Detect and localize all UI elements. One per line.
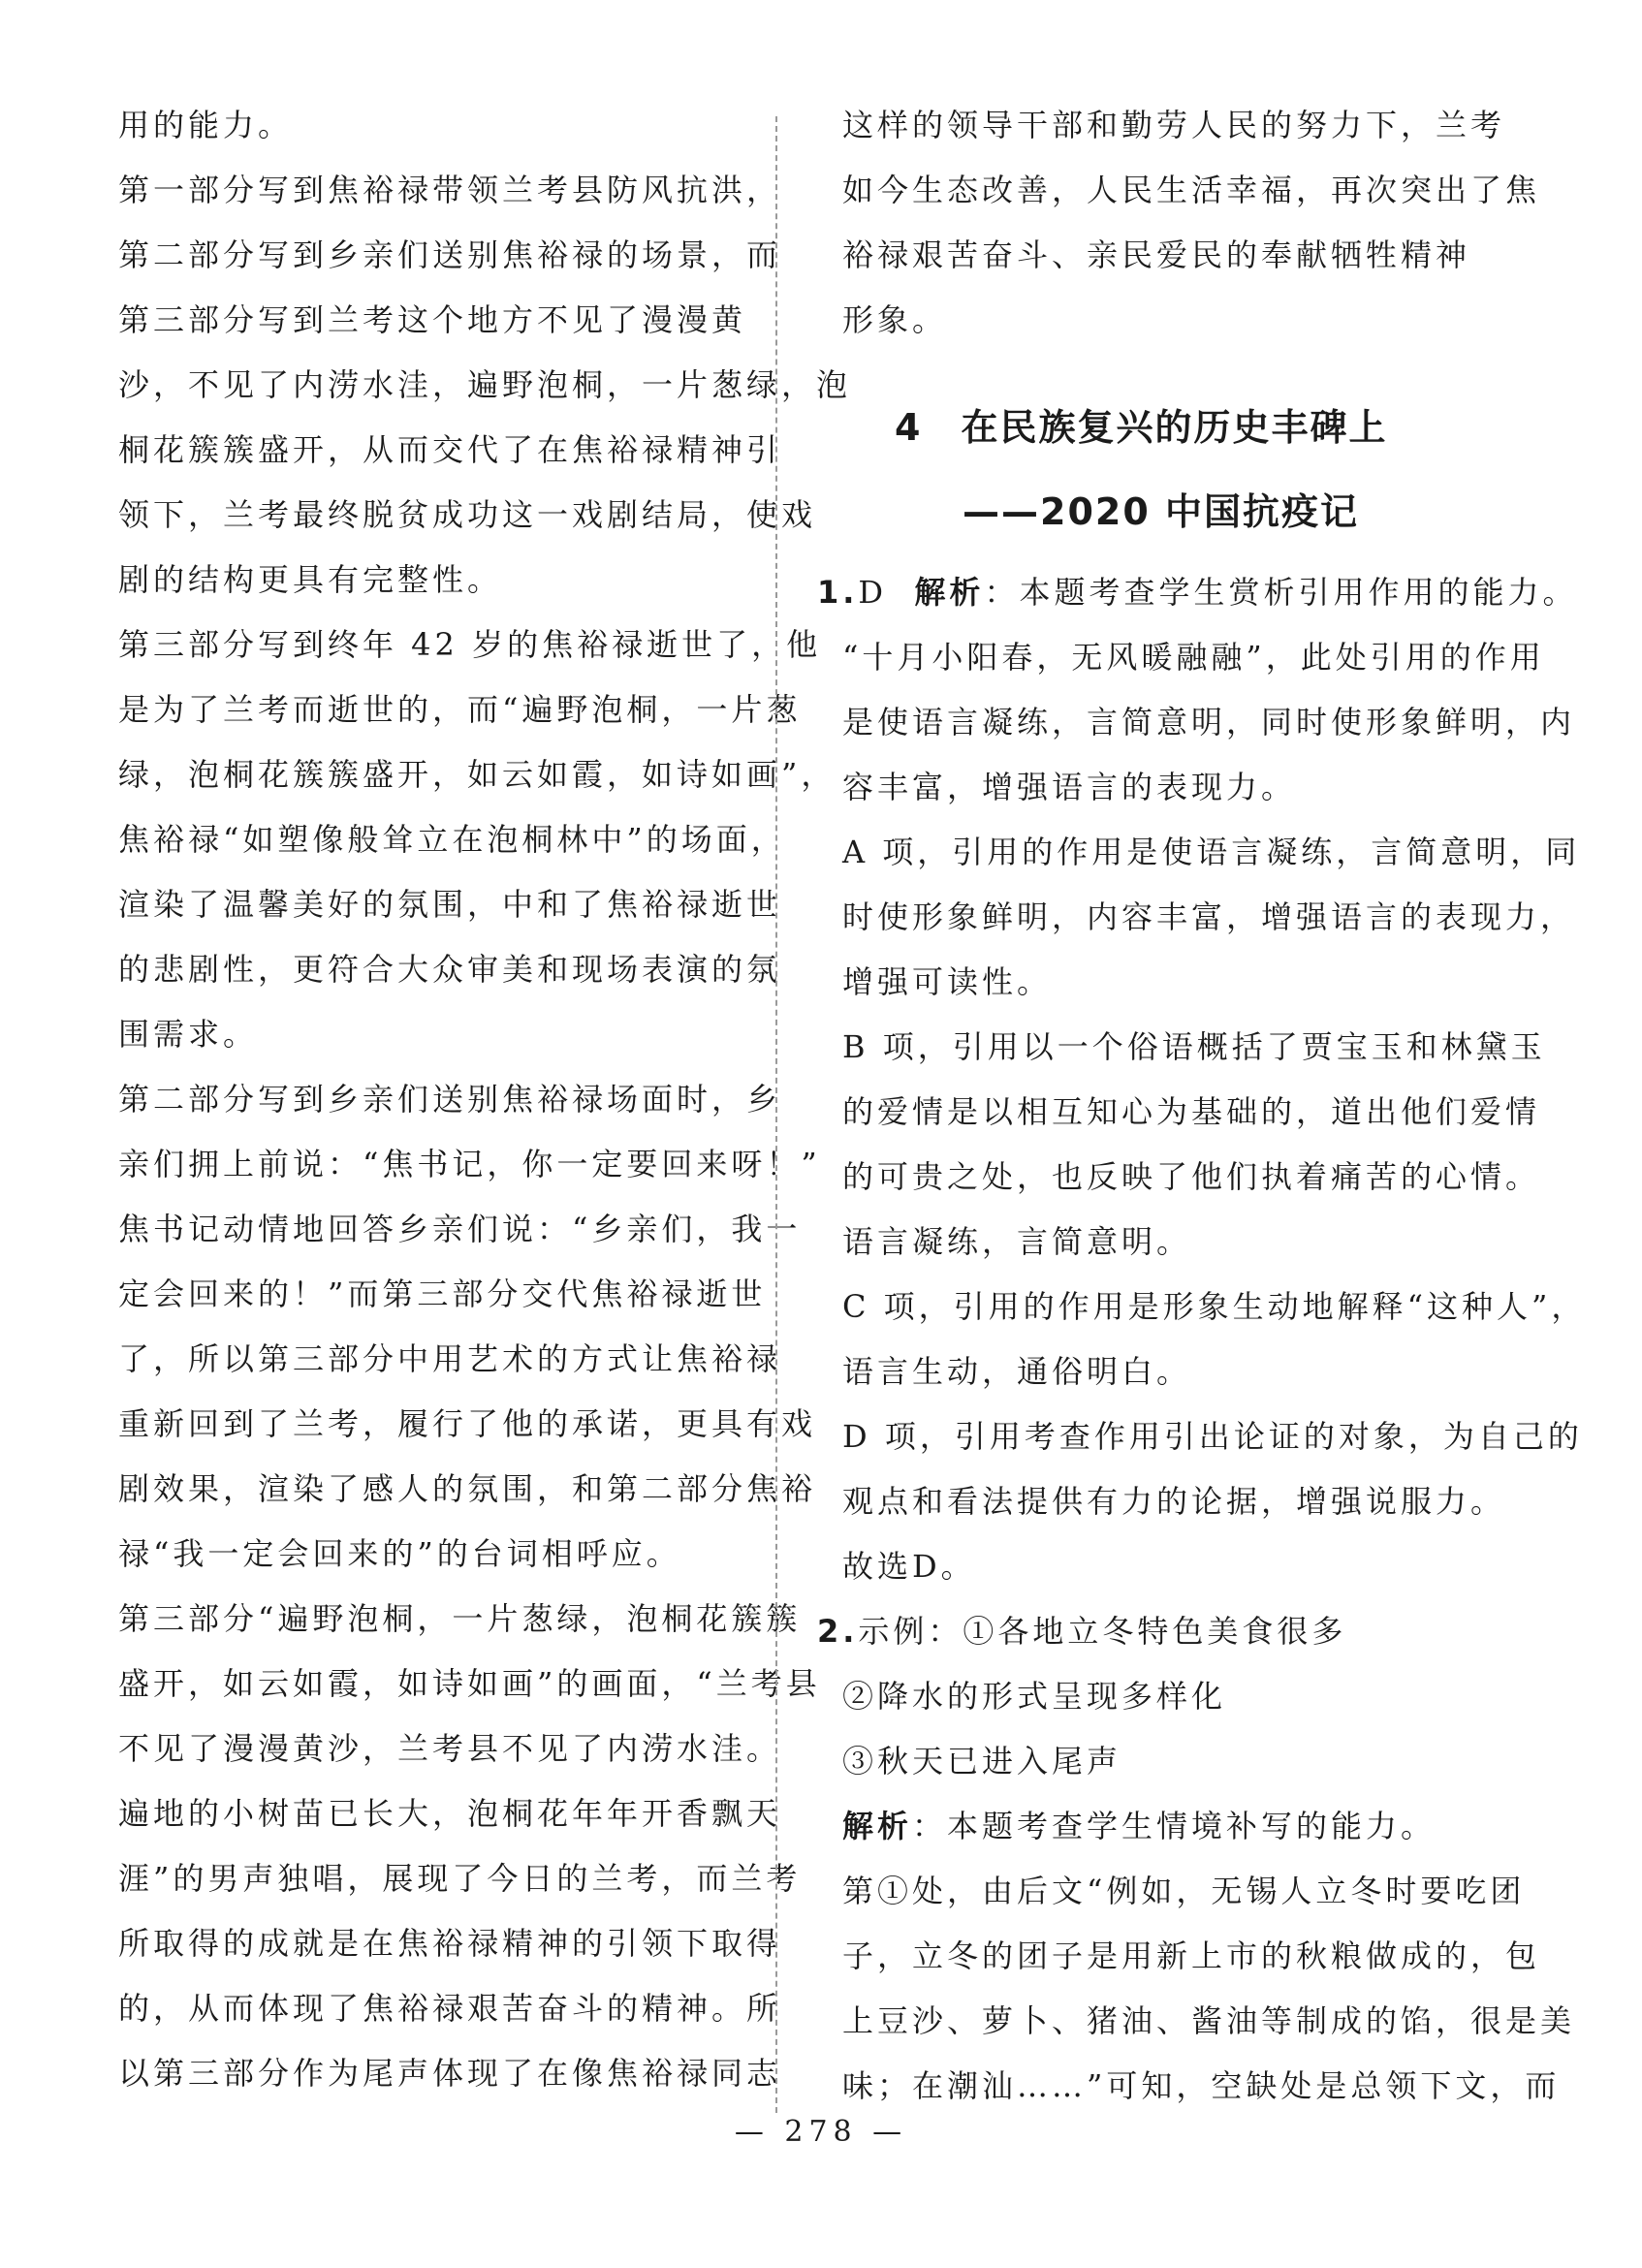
text-line: “十月小阳春，无风暖融融”，此处引用的作用	[842, 639, 1545, 676]
text-line: 遍地的小树苗已长大，泡桐花年年开香飘天	[118, 1795, 782, 1832]
text-line: C 项，引用的作用是形象生动地解释“这种人”，	[842, 1288, 1587, 1325]
text-line: 容丰富，增强语言的表现力。	[842, 769, 1297, 805]
text-line: 第一部分写到焦裕禄带领兰考县防风抗洪，	[118, 172, 782, 208]
text-line: 的爱情是以相互知心为基础的，道出他们爱情	[842, 1093, 1541, 1130]
text-line: 渲染了温馨美好的氛围，中和了焦裕禄逝世	[118, 886, 782, 923]
text-line: 亲们拥上前说：“焦书记，你一定要回来呀！”	[118, 1146, 821, 1182]
text-line: 观点和看法提供有力的论据，增强说服力。	[842, 1483, 1506, 1520]
question-2-header	[817, 1599, 1472, 1664]
text-line: 故选D。	[842, 1548, 976, 1585]
text-line: 如今生态改善，人民生活幸福，再次突出了焦	[842, 172, 1541, 208]
text-line: 禄“我一定会回来的”的台词相呼应。	[118, 1535, 681, 1572]
text-line: ③秋天已进入尾声	[842, 1743, 1122, 1780]
text-line: 围需求。	[118, 1016, 259, 1053]
text-line: 焦裕禄“如塑像般耸立在泡桐林中”的场面，	[118, 821, 786, 858]
text-line: 领下，兰考最终脱贫成功这一戏剧结局，使戏	[118, 496, 817, 533]
left-column	[118, 93, 852, 2106]
analysis-line	[817, 1794, 1472, 1859]
text-line: 定会回来的！”而第三部分交代焦裕禄逝世	[118, 1276, 767, 1312]
text-line: 增强可读性。	[842, 963, 1053, 1000]
text-line: 第三部分写到兰考这个地方不见了漫漫黄	[118, 301, 747, 338]
text-line: 以第三部分作为尾声体现了在像焦裕禄同志	[118, 2055, 782, 2092]
text-line: 盛开，如云如霞，如诗如画”的画面，“兰考县	[118, 1665, 821, 1702]
text-line: 的，从而体现了焦裕禄艰苦奋斗的精神。所	[118, 1990, 782, 2027]
analysis-label: 解析	[842, 1808, 913, 1844]
text-line: ：本题考查学生赏析引用作用的能力。	[984, 574, 1578, 611]
text-line: 上豆沙、萝卜、猪油、酱油等制成的馅，很是美	[842, 2002, 1576, 2039]
column-divider	[775, 116, 777, 2113]
text-line: 第三部分“遍野泡桐，一片葱绿，泡桐花簇簇	[118, 1600, 802, 1637]
right-column	[817, 93, 1587, 2119]
text-line: ：本题考查学生情境补写的能力。	[912, 1808, 1437, 1844]
section-subtitle: ——2020 中国抗疫记	[963, 490, 1359, 533]
text-line: 重新回到了兰考，履行了他的承诺，更具有戏	[118, 1405, 817, 1442]
question-number: 1.	[817, 574, 859, 611]
text-line: 的悲剧性，更符合大众审美和现场表演的氛	[118, 951, 782, 988]
text-line: 形象。	[842, 301, 948, 338]
text-line: 是使语言凝练，言简意明，同时使形象鲜明，内	[842, 704, 1576, 740]
text-line: 用的能力。	[118, 107, 294, 143]
text-line: 不见了漫漫黄沙，兰考县不见了内涝水洼。	[118, 1730, 782, 1767]
text-line: 焦书记动情地回答乡亲们说：“乡亲们，我一	[118, 1211, 802, 1247]
text-line: 涯”的男声独唱，展现了今日的兰考，而兰考	[118, 1860, 802, 1897]
text-line: 绿，泡桐花簇簇盛开，如云如霞，如诗如画”，	[118, 756, 837, 793]
text-line: 所取得的成就是在焦裕禄精神的引领下取得	[118, 1925, 782, 1962]
text-line: 剧效果，渲染了感人的氛围，和第二部分焦裕	[118, 1470, 817, 1507]
question-answer: D	[858, 574, 888, 611]
text-line: 语言生动，通俗明白。	[842, 1353, 1192, 1390]
text-line: 示例：①各地立冬特色美食很多	[858, 1613, 1347, 1650]
text-line: 语言凝练，言简意明。	[842, 1223, 1192, 1260]
text-line: 味；在潮汕……”可知，空缺处是总领下文，而	[842, 2067, 1561, 2104]
section-title: 4 在民族复兴的历史丰碑上	[895, 406, 1388, 449]
text-line: 第二部分写到乡亲们送别焦裕禄的场景，而	[118, 236, 782, 273]
text-line: 沙，不见了内涝水洼，遍野泡桐，一片葱绿，泡	[118, 366, 852, 403]
text-line: D 项，引用考查作用引出论证的对象，为自己的	[842, 1418, 1583, 1455]
text-line: 的可贵之处，也反映了他们执着痛苦的心情。	[842, 1158, 1541, 1195]
text-line: 裕禄艰苦奋斗、亲民爱民的奉献牺牲精神	[842, 236, 1471, 273]
text-line: 第二部分写到乡亲们送别焦裕禄场面时，乡	[118, 1081, 782, 1118]
text-line: 第三部分写到终年 42 岁的焦裕禄逝世了，他	[118, 626, 822, 663]
question-1-header	[817, 560, 1578, 625]
text-line: 剧的结构更具有完整性。	[118, 561, 503, 598]
text-line: ②降水的形式呈现多样化	[842, 1678, 1227, 1715]
text-line: 这样的领导干部和勤劳人民的努力下，兰考	[842, 107, 1506, 143]
question-number: 2.	[817, 1613, 859, 1650]
page-number: — 278 —	[734, 2115, 908, 2149]
text-line: B 项，引用以一个俗语概括了贾宝玉和林黛玉	[842, 1028, 1546, 1065]
text-line: 第①处，由后文“例如，无锡人立冬时要吃团	[842, 1873, 1526, 1909]
text-line: A 项，引用的作用是使语言凝练，言简意明，同	[842, 834, 1581, 870]
text-line: 了，所以第三部分中用艺术的方式让焦裕禄	[118, 1340, 782, 1377]
text-line: 是为了兰考而逝世的，而“遍野泡桐，一片葱	[118, 691, 802, 728]
text-line: 桐花簇簇盛开，从而交代了在焦裕禄精神引	[118, 431, 782, 468]
analysis-label: 解析	[914, 574, 985, 611]
text-line: 子，立冬的团子是用新上市的秋粮做成的，包	[842, 1937, 1541, 1974]
text-line: 时使形象鲜明，内容丰富，增强语言的表现力，	[842, 898, 1576, 935]
